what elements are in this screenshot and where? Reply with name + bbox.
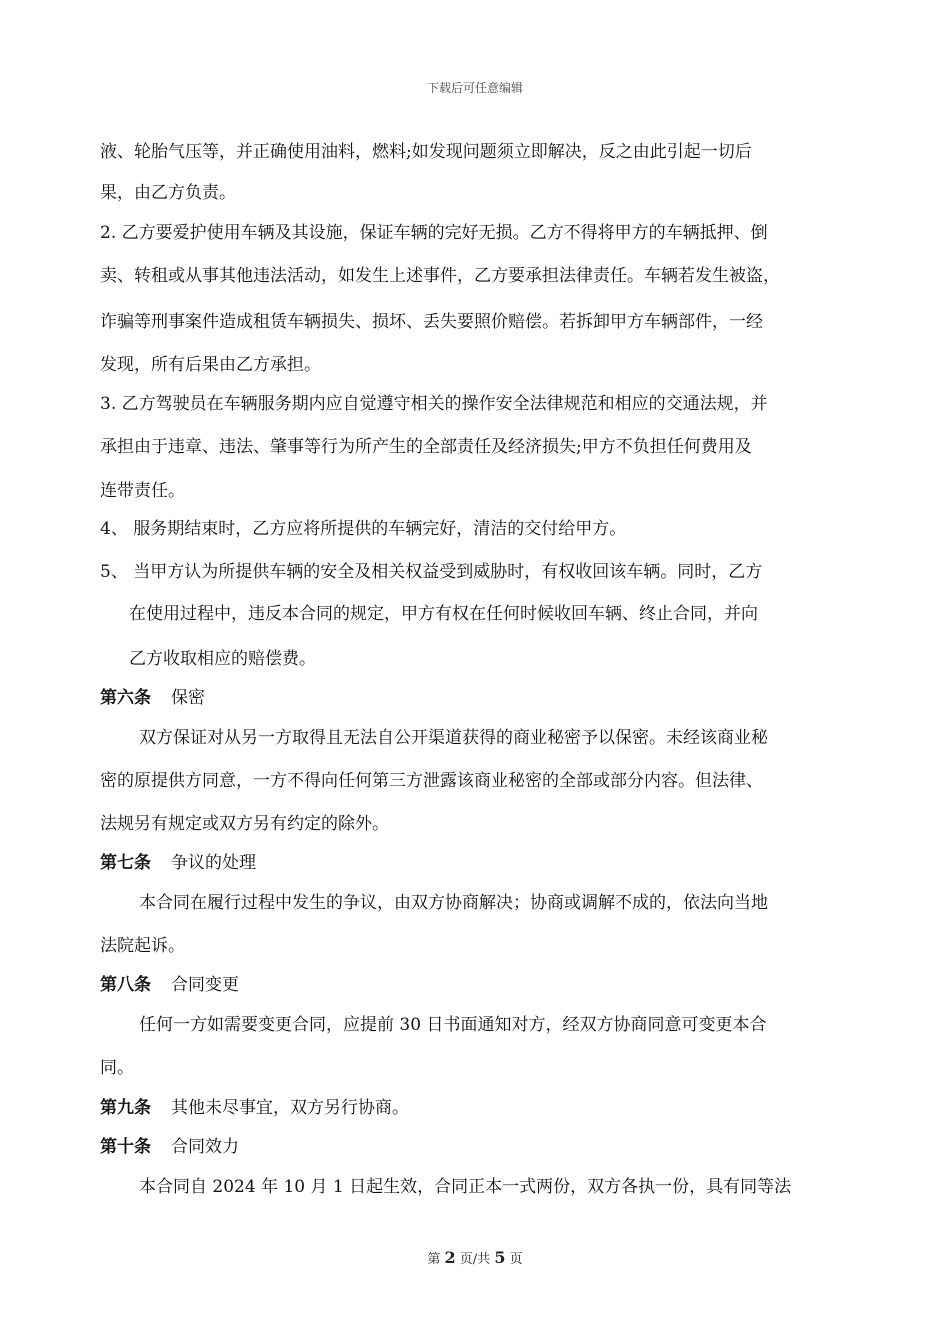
section-title: 合同效力 [171, 1137, 239, 1157]
body-line: 液、轮胎气压等，并正确使用油料，燃料;如发现问题须立即解决，反之由此引起一切后 [100, 142, 752, 162]
body-line: 诈骗等刑事案件造成租赁车辆损失、损坏、丢失要照价赔偿。若拆卸甲方车辆部件，一经 [100, 312, 763, 332]
body-line: 乙方收取相应的赔偿费。 [129, 649, 316, 669]
footer-middle: 页/共 [455, 1252, 495, 1267]
body-line: 本合同在履行过程中发生的争议，由双方协商解决；协商或调解不成的，依法向当地 [139, 893, 768, 913]
section-title: 其他未尽事宜，双方另行协商。 [171, 1098, 409, 1118]
body-line: 同。 [100, 1058, 134, 1078]
body-line: 法院起诉。 [100, 936, 185, 956]
section-number: 第十条 [100, 1137, 151, 1157]
clause-5-line: 5、 当甲方认为所提供车辆的安全及相关权益受到威胁时，有权收回该车辆。同时，乙方 [100, 562, 763, 582]
section-number: 第六条 [100, 688, 151, 708]
current-page-number: 2 [444, 1248, 456, 1267]
section-heading-10 [100, 1137, 239, 1157]
footer-prefix: 第 [427, 1252, 445, 1267]
body-line: 承担由于违章、违法、肇事等行为所产生的全部责任及经济损失;甲方不负担任何费用及 [100, 437, 752, 457]
body-line: 本合同自 2024 年 10 月 1 日起生效，合同正本一式两份，双方各执一份，具有同等法 [139, 1177, 792, 1197]
section-title: 合同变更 [171, 975, 239, 995]
section-heading-6 [100, 688, 205, 708]
section-number: 第八条 [100, 975, 151, 995]
clause-2-line: 2. 乙方要爱护使用车辆及其设施，保证车辆的完好无损。乙方不得将甲方的车辆抵押、倒 [100, 223, 768, 243]
clause-3-line: 3. 乙方驾驶员在车辆服务期内应自觉遵守相关的操作安全法律规范和相应的交通法规，并 [100, 394, 768, 414]
body-line: 卖、转租或从事其他违法活动，如发生上述事件，乙方要承担法律责任。车辆若发生被盗， [100, 266, 780, 286]
section-title: 保密 [171, 688, 205, 708]
body-line: 在使用过程中，违反本合同的规定，甲方有权在任何时候收回车辆、终止合同，并向 [129, 604, 758, 624]
footer-suffix: 页 [505, 1252, 523, 1267]
total-page-count: 5 [494, 1248, 506, 1267]
section-title: 争议的处理 [171, 853, 256, 873]
section-heading-9 [100, 1098, 409, 1118]
page-footer [0, 1248, 950, 1267]
body-line: 法规另有规定或双方另有约定的除外。 [100, 814, 389, 834]
body-line: 密的原提供方同意，一方不得向任何第三方泄露该商业秘密的全部或部分内容。但法律、 [100, 771, 763, 791]
body-line: 果，由乙方负责。 [100, 183, 236, 203]
body-line: 连带责任。 [100, 481, 185, 501]
section-number: 第九条 [100, 1098, 151, 1118]
body-line: 任何一方如需要变更合同，应提前 30 日书面通知对方，经双方协商同意可变更本合 [139, 1015, 767, 1035]
clause-4-line: 4、 服务期结束时，乙方应将所提供的车辆完好，清洁的交付给甲方。 [100, 519, 627, 539]
body-line: 双方保证对从另一方取得且无法自公开渠道获得的商业秘密予以保密。未经该商业秘 [139, 728, 768, 748]
page-header: 下载后可任意编辑 [426, 81, 523, 95]
body-line: 发现，所有后果由乙方承担。 [100, 355, 321, 375]
section-heading-8 [100, 975, 239, 995]
section-number: 第七条 [100, 853, 151, 873]
section-heading-7 [100, 853, 256, 873]
